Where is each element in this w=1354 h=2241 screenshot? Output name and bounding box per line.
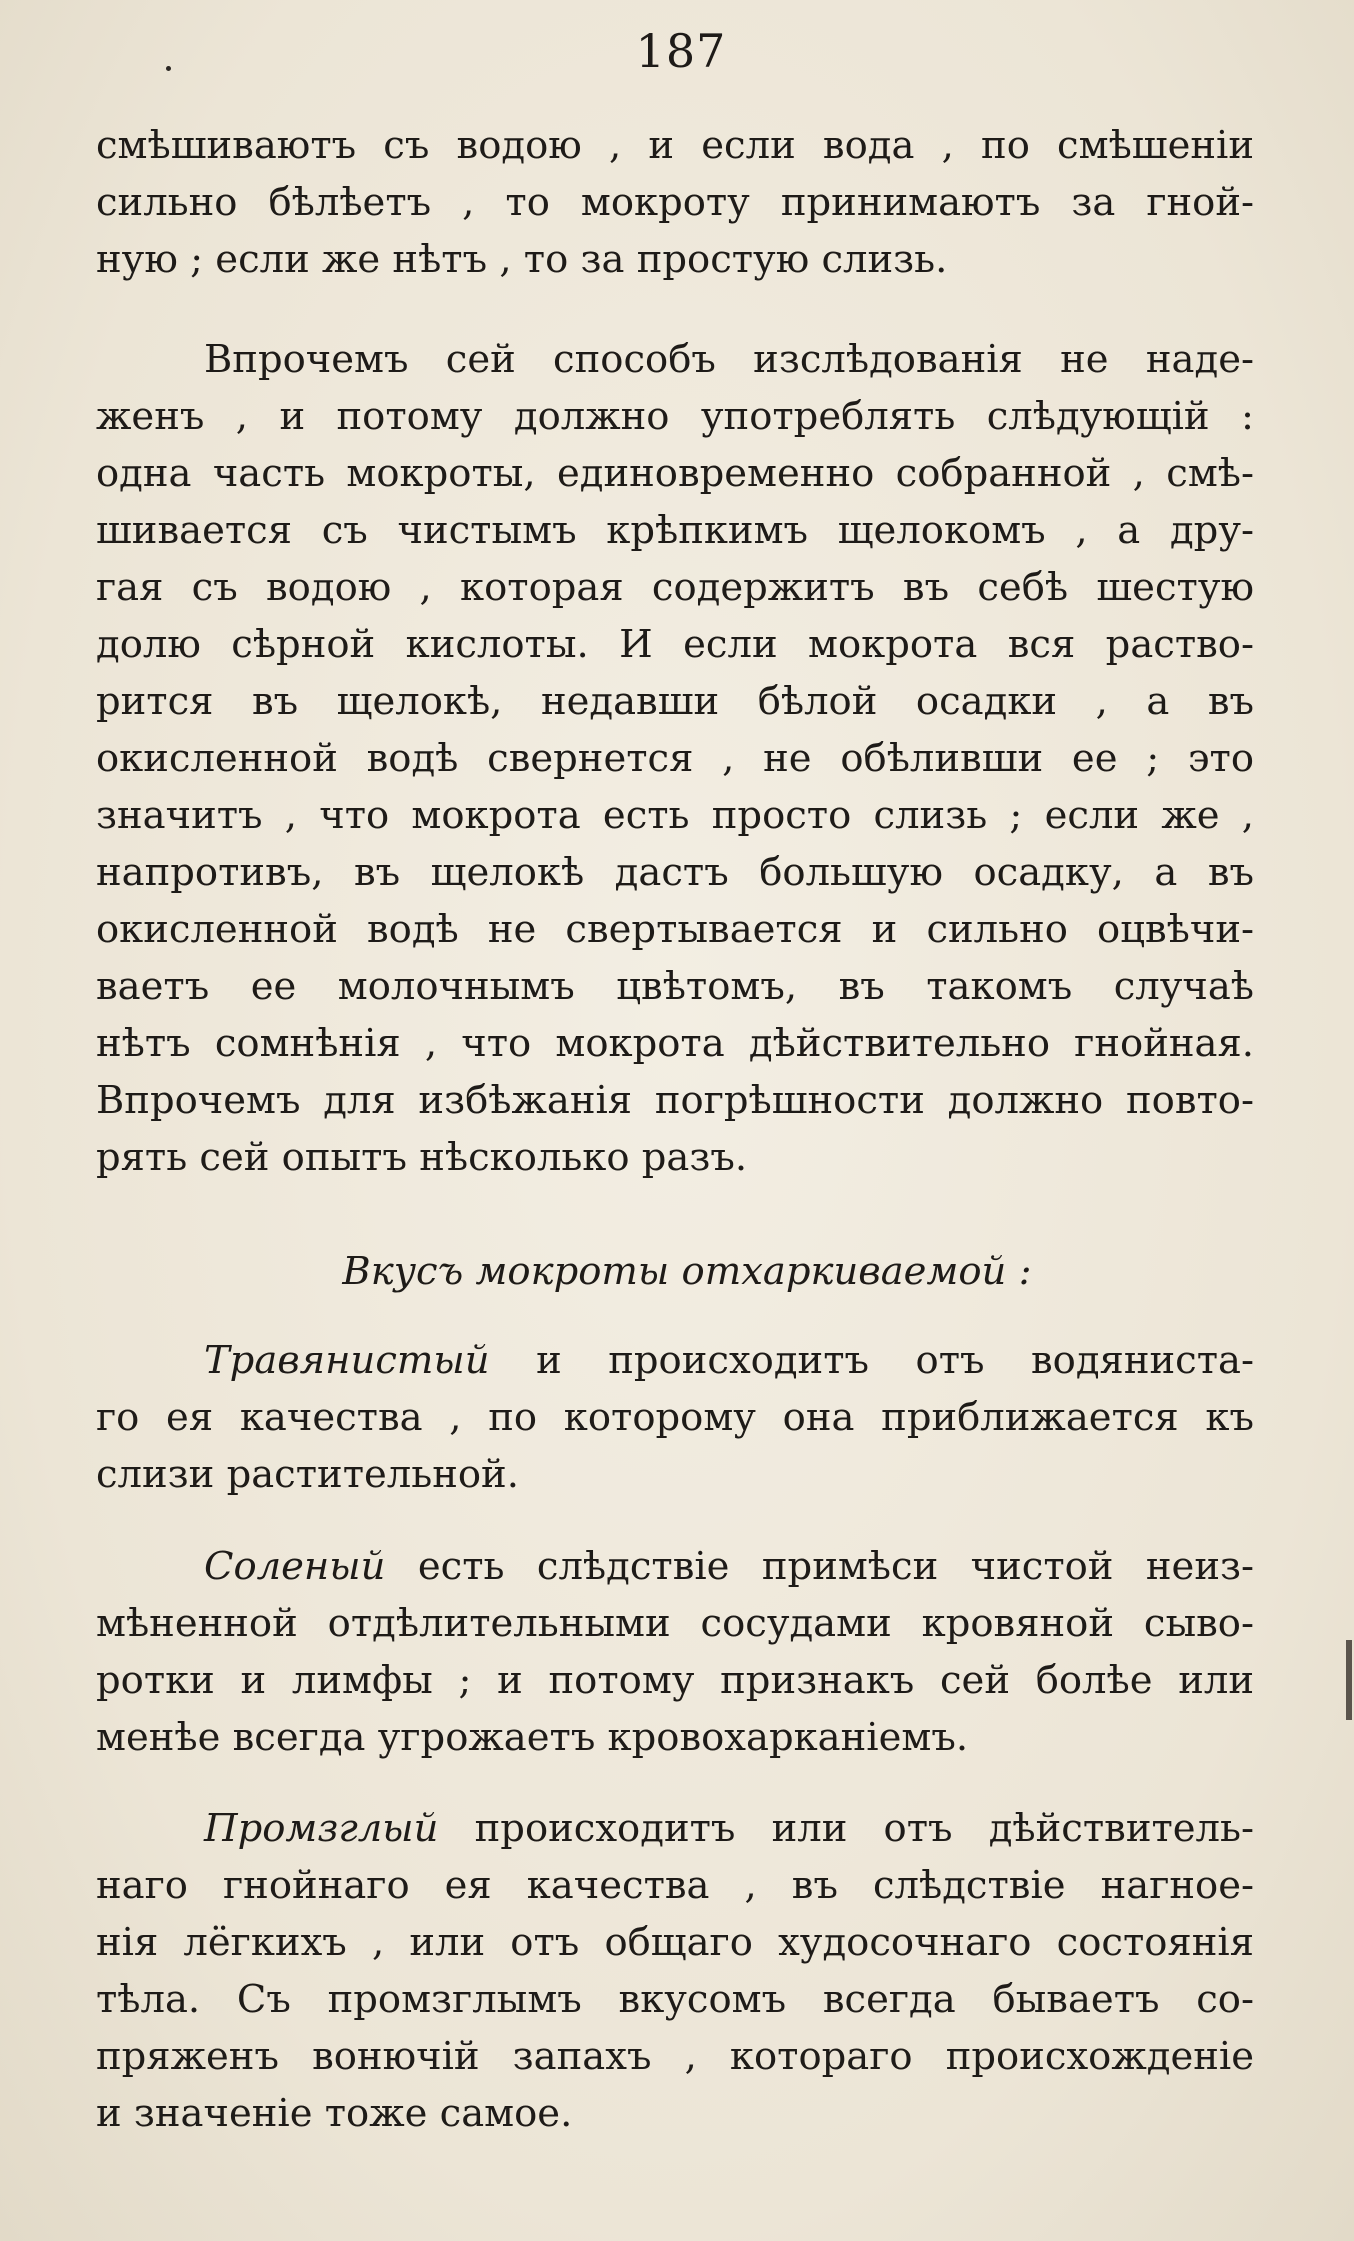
text-line: сильно бѣлѣетъ , то мокроту принимаютъ за гной-	[96, 180, 1254, 225]
term-salty: Соленый	[204, 1544, 386, 1589]
text-line	[96, 1800, 1254, 1857]
text-line: женъ , и потому должно употреблять слѣдующiй :	[96, 394, 1254, 439]
text-line: го ея качества , по которому она приближается къ	[96, 1395, 1254, 1440]
edge-mark	[1346, 1640, 1352, 1720]
text-line: Впрочемъ сей способъ изслѣдованiя не наде-	[204, 337, 1254, 382]
text-line: гая съ водою , которая содержитъ въ себѣ шестую	[96, 565, 1254, 610]
text-line	[96, 1538, 1254, 1595]
text-line: ротки и лимфы ; и потому признакъ сей болѣе или	[96, 1658, 1254, 1703]
text-line: тѣла. Съ промзглымъ вкусомъ всегда бываетъ со-	[96, 1977, 1254, 2022]
paragraph-herbaceous	[96, 1332, 1254, 1503]
text-line: окисленной водѣ свернется , не обѣливши ее ; это	[96, 736, 1254, 781]
text-line: и значенiе тоже самое.	[96, 2091, 573, 2136]
text-line: долю сѣрной кислоты. И если мокрота вся раство-	[96, 622, 1254, 667]
text-line: рится въ щелокѣ, недавши бѣлой осадки , а въ	[96, 679, 1254, 724]
page-number: 187	[635, 24, 727, 78]
text-line: смѣшиваютъ съ водою , и если вода , по смѣшенiи	[96, 123, 1254, 168]
term-rancid: Промзглый	[204, 1806, 439, 1851]
paragraph-method	[96, 331, 1254, 1186]
text-segment: происходитъ или отъ дѣйствитель-	[438, 1806, 1254, 1851]
text-line: наго гнойнаго ея качества , въ слѣдствiе нагное-	[96, 1863, 1254, 1908]
text-line: окисленной водѣ не свертывается и сильно оцвѣчи-	[96, 907, 1254, 952]
text-line: шивается съ чистымъ крѣпкимъ щелокомъ , а дру-	[96, 508, 1254, 553]
text-line: значитъ , что мокрота есть просто слизь ; если же ,	[96, 793, 1254, 838]
text-segment: и происходитъ отъ водяниста-	[489, 1338, 1254, 1383]
paragraph-salty	[96, 1538, 1254, 1766]
text-line: Впрочемъ для избѣжанiя погрѣшности должно повто-	[96, 1078, 1254, 1123]
text-line: рять сей опытъ нѣсколько разъ.	[96, 1135, 748, 1180]
text-line: менѣе всегда угрожаетъ кровохарканiемъ.	[96, 1715, 969, 1760]
text-line: одна часть мокроты, единовременно собранной , смѣ-	[96, 451, 1254, 496]
text-line: ную ; если же нѣтъ , то за простую слизь.	[96, 237, 948, 282]
text-line	[96, 1332, 1254, 1389]
text-segment: есть слѣдствiе примѣси чистой неиз-	[385, 1544, 1254, 1589]
paragraph-rancid	[96, 1800, 1254, 2142]
paragraph-continuation	[96, 117, 1254, 288]
text-line: нiя лёгкихъ , или отъ общаго худосочнаго состоянiя	[96, 1920, 1254, 1965]
text-line: ваетъ ее молочнымъ цвѣтомъ, въ такомъ случаѣ	[96, 964, 1254, 1009]
text-line: напротивъ, въ щелокѣ дастъ большую осадку, а въ	[96, 850, 1254, 895]
text-line: мѣненной отдѣлительными сосудами кровяной сыво-	[96, 1601, 1254, 1646]
text-line: пряженъ вонючiй запахъ , котораго происхожденiе	[96, 2034, 1254, 2079]
text-line: слизи растительной.	[96, 1452, 519, 1497]
section-subtitle: Вкусъ мокроты отхаркиваемой :	[342, 1249, 1032, 1294]
term-herbaceous: Травянистый	[204, 1338, 490, 1383]
text-line: нѣтъ сомнѣнiя , что мокрота дѣйствительно гнойная.	[96, 1021, 1254, 1066]
